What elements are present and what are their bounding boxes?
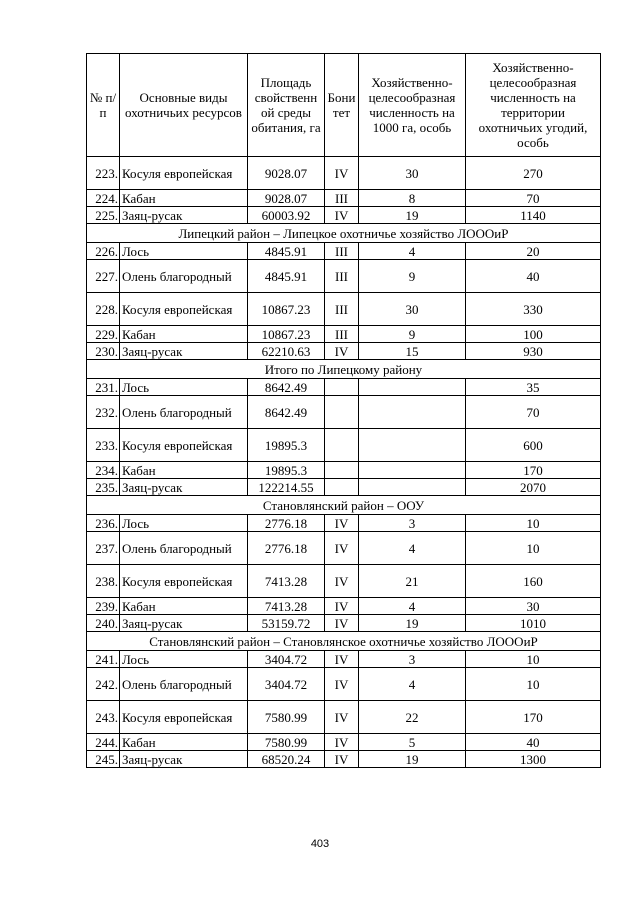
row-number: 239. bbox=[87, 598, 120, 615]
section-row bbox=[87, 224, 601, 243]
table-row bbox=[87, 293, 601, 326]
habitat-area: 53159.72 bbox=[248, 615, 325, 632]
bonitet-class: III bbox=[325, 326, 359, 343]
row-number: 226. bbox=[87, 243, 120, 260]
total-count: 30 bbox=[466, 598, 601, 615]
density-per-1000ha: 19 bbox=[359, 207, 466, 224]
density-per-1000ha: 19 bbox=[359, 751, 466, 768]
bonitet-class: IV bbox=[325, 598, 359, 615]
bonitet-class: III bbox=[325, 243, 359, 260]
table-row bbox=[87, 701, 601, 734]
density-per-1000ha bbox=[359, 379, 466, 396]
total-count: 1010 bbox=[466, 615, 601, 632]
species-name: Лось bbox=[120, 243, 248, 260]
total-count: 330 bbox=[466, 293, 601, 326]
species-name: Кабан bbox=[120, 326, 248, 343]
bonitet-class: IV bbox=[325, 532, 359, 565]
table-row bbox=[87, 668, 601, 701]
bonitet-class bbox=[325, 479, 359, 496]
species-name: Лось bbox=[120, 515, 248, 532]
species-name: Олень благородный bbox=[120, 260, 248, 293]
row-number: 228. bbox=[87, 293, 120, 326]
bonitet-class: III bbox=[325, 260, 359, 293]
density-per-1000ha: 9 bbox=[359, 326, 466, 343]
row-number: 231. bbox=[87, 379, 120, 396]
total-count: 10 bbox=[466, 515, 601, 532]
density-per-1000ha: 21 bbox=[359, 565, 466, 598]
table-row bbox=[87, 615, 601, 632]
habitat-area: 122214.55 bbox=[248, 479, 325, 496]
total-count: 270 bbox=[466, 157, 601, 190]
total-count: 40 bbox=[466, 734, 601, 751]
density-per-1000ha bbox=[359, 479, 466, 496]
row-number: 225. bbox=[87, 207, 120, 224]
section-title: Итого по Липецкому району bbox=[87, 360, 601, 379]
table-row bbox=[87, 243, 601, 260]
section-row bbox=[87, 632, 601, 651]
row-number: 236. bbox=[87, 515, 120, 532]
bonitet-class: IV bbox=[325, 565, 359, 598]
species-name: Лось bbox=[120, 651, 248, 668]
density-per-1000ha: 4 bbox=[359, 598, 466, 615]
habitat-area: 7580.99 bbox=[248, 734, 325, 751]
habitat-area: 10867.23 bbox=[248, 293, 325, 326]
row-number: 233. bbox=[87, 429, 120, 462]
bonitet-class: III bbox=[325, 293, 359, 326]
row-number: 241. bbox=[87, 651, 120, 668]
total-count: 70 bbox=[466, 190, 601, 207]
species-name: Олень благородный bbox=[120, 532, 248, 565]
row-number: 229. bbox=[87, 326, 120, 343]
species-name: Заяц-русак bbox=[120, 615, 248, 632]
row-number: 245. bbox=[87, 751, 120, 768]
table-row bbox=[87, 379, 601, 396]
header-num: № п/п bbox=[87, 54, 120, 157]
species-name: Заяц-русак bbox=[120, 207, 248, 224]
table-row bbox=[87, 190, 601, 207]
density-per-1000ha: 22 bbox=[359, 701, 466, 734]
species-name: Заяц-русак bbox=[120, 479, 248, 496]
habitat-area: 4845.91 bbox=[248, 260, 325, 293]
species-name: Олень благородный bbox=[120, 668, 248, 701]
total-count: 160 bbox=[466, 565, 601, 598]
bonitet-class: IV bbox=[325, 668, 359, 701]
total-count: 2070 bbox=[466, 479, 601, 496]
habitat-area: 2776.18 bbox=[248, 532, 325, 565]
table-row bbox=[87, 462, 601, 479]
density-per-1000ha: 4 bbox=[359, 243, 466, 260]
bonitet-class: IV bbox=[325, 701, 359, 734]
table-row bbox=[87, 396, 601, 429]
total-count: 70 bbox=[466, 396, 601, 429]
habitat-area: 2776.18 bbox=[248, 515, 325, 532]
row-number: 242. bbox=[87, 668, 120, 701]
species-name: Кабан bbox=[120, 462, 248, 479]
section-title: Становлянский район – ООУ bbox=[87, 496, 601, 515]
bonitet-class: IV bbox=[325, 751, 359, 768]
species-name: Косуля европейская bbox=[120, 701, 248, 734]
density-per-1000ha: 3 bbox=[359, 651, 466, 668]
row-number: 238. bbox=[87, 565, 120, 598]
bonitet-class bbox=[325, 429, 359, 462]
species-name: Кабан bbox=[120, 598, 248, 615]
density-per-1000ha bbox=[359, 396, 466, 429]
habitat-area: 10867.23 bbox=[248, 326, 325, 343]
bonitet-class: III bbox=[325, 190, 359, 207]
bonitet-class bbox=[325, 396, 359, 429]
habitat-area: 9028.07 bbox=[248, 190, 325, 207]
row-number: 244. bbox=[87, 734, 120, 751]
table-row bbox=[87, 598, 601, 615]
bonitet-class bbox=[325, 462, 359, 479]
row-number: 235. bbox=[87, 479, 120, 496]
header-total: Хозяйственно-целесообразная численность на территории охотничьих угодий, особь bbox=[466, 54, 601, 157]
density-per-1000ha: 30 bbox=[359, 293, 466, 326]
habitat-area: 19895.3 bbox=[248, 462, 325, 479]
row-number: 234. bbox=[87, 462, 120, 479]
row-number: 230. bbox=[87, 343, 120, 360]
total-count: 35 bbox=[466, 379, 601, 396]
bonitet-class: IV bbox=[325, 651, 359, 668]
page-number: 403 bbox=[310, 838, 330, 850]
density-per-1000ha: 5 bbox=[359, 734, 466, 751]
row-number: 243. bbox=[87, 701, 120, 734]
habitat-area: 60003.92 bbox=[248, 207, 325, 224]
total-count: 1300 bbox=[466, 751, 601, 768]
density-per-1000ha: 4 bbox=[359, 532, 466, 565]
table-header-row bbox=[87, 54, 601, 157]
table-row bbox=[87, 651, 601, 668]
header-area: Площадь свойственн ой среды обитания, га bbox=[248, 54, 325, 157]
table-row bbox=[87, 157, 601, 190]
habitat-area: 4845.91 bbox=[248, 243, 325, 260]
habitat-area: 9028.07 bbox=[248, 157, 325, 190]
table-row bbox=[87, 515, 601, 532]
table-row bbox=[87, 429, 601, 462]
total-count: 10 bbox=[466, 668, 601, 701]
species-name: Заяц-русак bbox=[120, 343, 248, 360]
density-per-1000ha: 15 bbox=[359, 343, 466, 360]
species-name: Лось bbox=[120, 379, 248, 396]
bonitet-class: IV bbox=[325, 615, 359, 632]
total-count: 100 bbox=[466, 326, 601, 343]
habitat-area: 68520.24 bbox=[248, 751, 325, 768]
species-name: Косуля европейская bbox=[120, 565, 248, 598]
section-title: Становлянский район – Становлянское охотничье хозяйство ЛОООиР bbox=[87, 632, 601, 651]
bonitet-class: IV bbox=[325, 343, 359, 360]
table-row bbox=[87, 343, 601, 360]
table-row bbox=[87, 734, 601, 751]
bonitet-class: IV bbox=[325, 515, 359, 532]
habitat-area: 7580.99 bbox=[248, 701, 325, 734]
table-row bbox=[87, 532, 601, 565]
density-per-1000ha: 4 bbox=[359, 668, 466, 701]
density-per-1000ha: 19 bbox=[359, 615, 466, 632]
density-per-1000ha bbox=[359, 462, 466, 479]
habitat-area: 7413.28 bbox=[248, 565, 325, 598]
table-row bbox=[87, 751, 601, 768]
habitat-area: 8642.49 bbox=[248, 396, 325, 429]
total-count: 600 bbox=[466, 429, 601, 462]
table-row bbox=[87, 207, 601, 224]
bonitet-class: IV bbox=[325, 207, 359, 224]
habitat-area: 8642.49 bbox=[248, 379, 325, 396]
habitat-area: 3404.72 bbox=[248, 651, 325, 668]
total-count: 170 bbox=[466, 701, 601, 734]
density-per-1000ha: 9 bbox=[359, 260, 466, 293]
row-number: 223. bbox=[87, 157, 120, 190]
header-density: Хозяйственно-целесообразная численность на 1000 га, особь bbox=[359, 54, 466, 157]
habitat-area: 7413.28 bbox=[248, 598, 325, 615]
species-name: Косуля европейская bbox=[120, 157, 248, 190]
bonitet-class: IV bbox=[325, 734, 359, 751]
section-row bbox=[87, 496, 601, 515]
section-row bbox=[87, 360, 601, 379]
row-number: 240. bbox=[87, 615, 120, 632]
density-per-1000ha: 3 bbox=[359, 515, 466, 532]
row-number: 227. bbox=[87, 260, 120, 293]
row-number: 232. bbox=[87, 396, 120, 429]
total-count: 20 bbox=[466, 243, 601, 260]
header-bonitet: Бони тет bbox=[325, 54, 359, 157]
habitat-area: 19895.3 bbox=[248, 429, 325, 462]
table-row bbox=[87, 260, 601, 293]
total-count: 930 bbox=[466, 343, 601, 360]
bonitet-class bbox=[325, 379, 359, 396]
table-row bbox=[87, 565, 601, 598]
species-name: Косуля европейская bbox=[120, 293, 248, 326]
hunting-resources-table bbox=[86, 53, 601, 768]
total-count: 170 bbox=[466, 462, 601, 479]
row-number: 224. bbox=[87, 190, 120, 207]
species-name: Косуля европейская bbox=[120, 429, 248, 462]
species-name: Кабан bbox=[120, 734, 248, 751]
table-row bbox=[87, 479, 601, 496]
species-name: Олень благородный bbox=[120, 396, 248, 429]
table-row bbox=[87, 326, 601, 343]
total-count: 10 bbox=[466, 651, 601, 668]
density-per-1000ha: 30 bbox=[359, 157, 466, 190]
header-resource: Основные виды охотничьих ресурсов bbox=[120, 54, 248, 157]
total-count: 10 bbox=[466, 532, 601, 565]
species-name: Заяц-русак bbox=[120, 751, 248, 768]
total-count: 40 bbox=[466, 260, 601, 293]
row-number: 237. bbox=[87, 532, 120, 565]
table-body bbox=[87, 157, 601, 768]
total-count: 1140 bbox=[466, 207, 601, 224]
habitat-area: 3404.72 bbox=[248, 668, 325, 701]
species-name: Кабан bbox=[120, 190, 248, 207]
density-per-1000ha: 8 bbox=[359, 190, 466, 207]
bonitet-class: IV bbox=[325, 157, 359, 190]
section-title: Липецкий район – Липецкое охотничье хозяйство ЛОООиР bbox=[87, 224, 601, 243]
habitat-area: 62210.63 bbox=[248, 343, 325, 360]
density-per-1000ha bbox=[359, 429, 466, 462]
